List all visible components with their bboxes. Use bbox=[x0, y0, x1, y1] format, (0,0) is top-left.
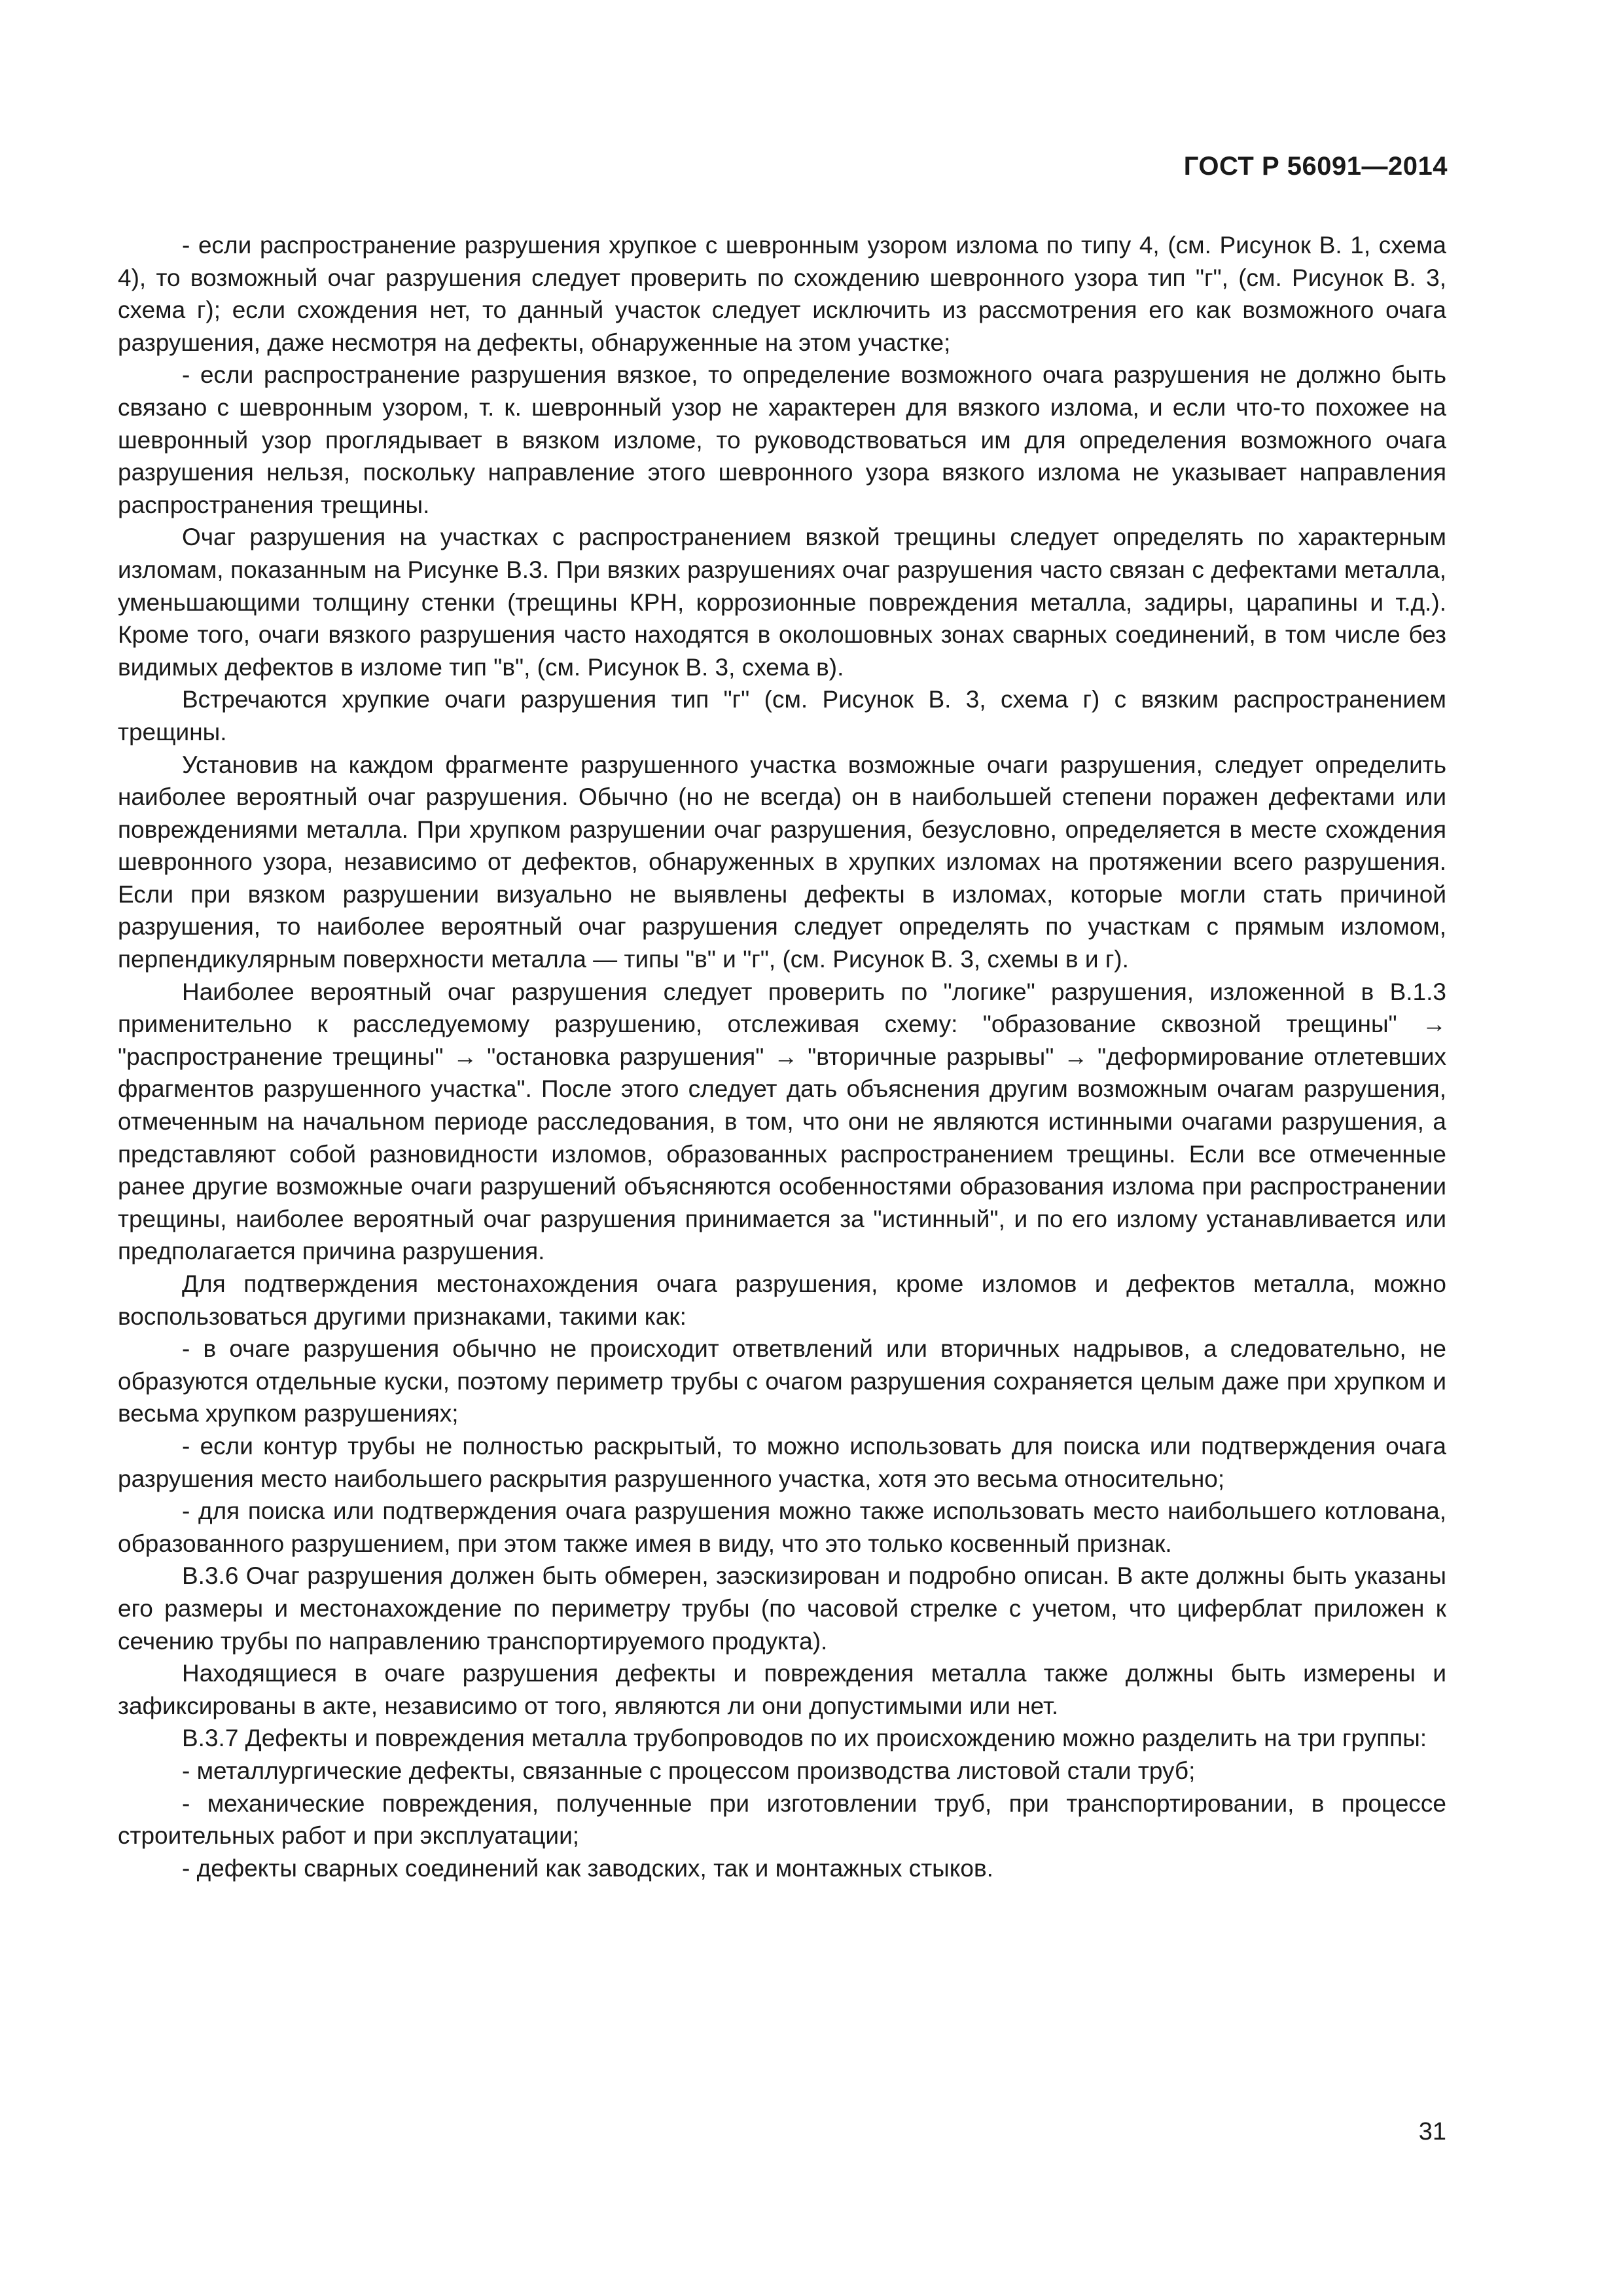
paragraph: Очаг разрушения на участках с распространением вязкой трещины следует определять по характерным изломам, показанным на Рисунке В.3. При вязких разрушениях очаг разрушения часто связан с дефектами металла, уменьшающими толщину стенки (трещины КРН, коррозионные повреждения металла, задиры, царапины и т.д.). Кроме того, очаги вязкого разрушения часто находятся в околошовных зонах сварных соединений, в том числе без видимых дефектов в изломе тип "в", (см. Рисунок В. 3, схема в). bbox=[118, 524, 1446, 681]
document-code-header: ГОСТ Р 56091—2014 bbox=[1183, 152, 1448, 181]
paragraph: - для поиска или подтверждения очага разрушения можно также использовать место наибольшего котлована, образованного разрушением, при этом также имея в виду, что это только косвенный признак. bbox=[118, 1498, 1446, 1557]
paragraph: Установив на каждом фрагменте разрушенного участка возможные очаги разрушения, следует определить наиболее вероятный очаг разрушения. Обычно (но не всегда) он в наибольшей степени поражен дефектами или повреждениями металла. При хрупком разрушении очаг разрушения, безусловно, определяется в месте схождения шевронного узора, независимо от дефектов, обнаруженных в хрупких изломах на протяжении всего разрушения. Если при вязком разрушении визуально не выявлены дефекты в изломах, которые могли стать причиной разрушения, то наиболее вероятный очаг разрушения следует определять по участкам с прямым изломом, перпендикулярным поверхности металла — типы "в" и "г", (см. Рисунок В. 3, схемы в и г). bbox=[118, 751, 1446, 973]
paragraph: В.3.6 Очаг разрушения должен быть обмерен, заэскизирован и подробно описан. В акте должны быть указаны его размеры и местонахождение по периметру трубы (по часовой стрелке с учетом, что циферблат приложен к сечению трубы по направлению транспортируемого продукта). bbox=[118, 1562, 1446, 1655]
paragraph: - если контур трубы не полностью раскрытый, то можно использовать для поиска или подтверждения очага разрушения место наибольшего раскрытия разрушенного участка, хотя это весьма относительно; bbox=[118, 1432, 1446, 1492]
paragraph: Для подтверждения местонахождения очага разрушения, кроме изломов и дефектов металла, можно воспользоваться другими признаками, такими как: bbox=[118, 1270, 1446, 1330]
paragraph: Встречаются хрупкие очаги разрушения тип "г" (см. Рисунок В. 3, схема г) с вязким распространением трещины. bbox=[118, 686, 1446, 745]
paragraph: - дефекты сварных соединений как заводских, так и монтажных стыков. bbox=[182, 1854, 993, 1882]
paragraph: - если распространение разрушения вязкое, то определение возможного очага разрушения не должно быть связано с шевронным узором, т. к. шевронный узор не характерен для вязкого излома, и если что-то похожее на шевронный узор проглядывает в вязком изломе, то руководствоваться им для определения возможного очага разрушения нельзя, поскольку направление этого шевронного узора вязкого излома не указывает направления распространения трещины. bbox=[118, 361, 1446, 518]
paragraph: - если распространение разрушения хрупкое с шевронным узором излома по типу 4, (см. Рисунок В. 1, схема 4), то возможный очаг разрушения следует проверить по схождению шевронного узора тип "г", (см. Рисунок В. 3, схема г); если схождения нет, то данный участок следует исключить из рассмотрения его как возможного очага разрушения, даже несмотря на дефекты, обнаруженные на этом участке; bbox=[118, 232, 1446, 356]
paragraph: Находящиеся в очаге разрушения дефекты и повреждения металла также должны быть измерены и зафиксированы в акте, независимо от того, являются ли они допустимыми или нет. bbox=[118, 1660, 1446, 1719]
page-number: 31 bbox=[1418, 2118, 1446, 2145]
paragraph: - в очаге разрушения обычно не происходит ответвлений или вторичных надрывов, а следовательно, не образуются отдельные куски, поэтому периметр трубы с очагом разрушения сохраняется целым даже при хрупком и весьма хрупком разрушениях; bbox=[118, 1335, 1446, 1427]
paragraph: В.3.7 Дефекты и повреждения металла трубопроводов по их происхождению можно разделить на три группы: bbox=[182, 1725, 1427, 1752]
paragraph: - механические повреждения, полученные при изготовлении труб, при транспортировании, в процессе строительных работ и при эксплуатации; bbox=[118, 1789, 1446, 1850]
paragraph: Наиболее вероятный очаг разрушения следует проверить по "логике" разрушения, изложенной в В.1.3 применительно к расследуемому разрушению, отслеживая схему: "образование сквозной трещины" → "распространение трещины" → "остановка разрушения" → "вторичные разрывы" → "деформирование отлетевших фрагментов разрушенного участка". После этого следует дать объяснения другим возможным очагам разрушения, отмеченным на начальном периоде расследования, в том, что они не являются истинными очагами разрушения, а представляют собой разновидности изломов, образованных распространением трещины. Если все отмеченные ранее другие возможные очаги разрушений объясняются особенностями образования излома при распространении трещины, наиболее вероятный очаг разрушения принимается за "истинный", и по его излому устанавливается или предполагается причина разрушения. bbox=[118, 978, 1446, 1265]
paragraph: - металлургические дефекты, связанные с процессом производства листовой стали труб; bbox=[182, 1757, 1196, 1784]
body-text bbox=[118, 229, 1446, 1884]
